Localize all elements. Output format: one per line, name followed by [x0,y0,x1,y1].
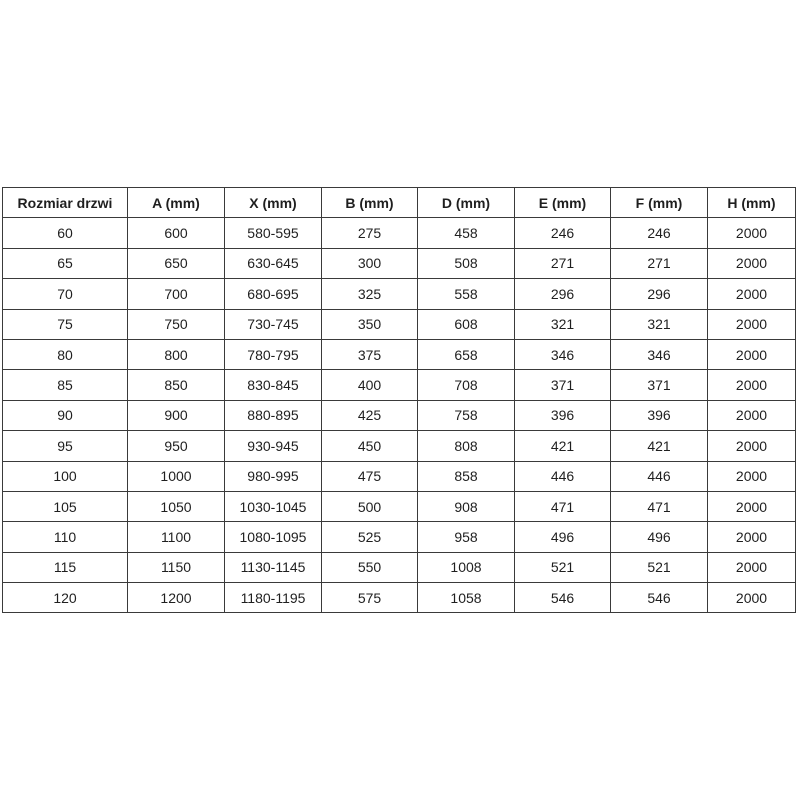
table-row [3,461,796,491]
column-header-4: D (mm) [418,188,515,218]
table-cell: 65 [3,248,128,278]
table-row [3,552,796,582]
table-cell: 658 [418,339,515,369]
table-cell: 500 [322,491,418,521]
table-cell: 1030-1045 [225,491,322,521]
table-cell: 2000 [708,339,796,369]
table-cell: 346 [515,339,611,369]
table-cell: 908 [418,491,515,521]
table-cell: 880-895 [225,400,322,430]
table-cell: 1058 [418,583,515,613]
table-cell: 115 [3,552,128,582]
table-cell: 296 [611,279,708,309]
table-cell: 346 [611,339,708,369]
table-cell: 300 [322,248,418,278]
table-cell: 475 [322,461,418,491]
table-row [3,583,796,613]
table-cell: 1180-1195 [225,583,322,613]
table-cell: 2000 [708,248,796,278]
table-cell: 496 [515,522,611,552]
table-cell: 90 [3,400,128,430]
table-cell: 80 [3,339,128,369]
table-cell: 708 [418,370,515,400]
table-row [3,400,796,430]
table-cell: 75 [3,309,128,339]
table-cell: 750 [128,309,225,339]
table-cell: 858 [418,461,515,491]
table-cell: 580-595 [225,218,322,248]
table-cell: 525 [322,522,418,552]
table-row [3,522,796,552]
table-cell: 2000 [708,218,796,248]
table-cell: 2000 [708,583,796,613]
table-cell: 546 [611,583,708,613]
table-row [3,218,796,248]
table-cell: 2000 [708,522,796,552]
table-cell: 808 [418,431,515,461]
table-cell: 325 [322,279,418,309]
table-cell: 100 [3,461,128,491]
table-cell: 850 [128,370,225,400]
table-cell: 120 [3,583,128,613]
door-dimensions-table [2,187,796,613]
table-cell: 700 [128,279,225,309]
table-cell: 246 [611,218,708,248]
table-cell: 546 [515,583,611,613]
table-cell: 980-995 [225,461,322,491]
table-cell: 2000 [708,491,796,521]
table-cell: 830-845 [225,370,322,400]
table-cell: 70 [3,279,128,309]
door-dimensions-table-container [2,187,795,613]
table-cell: 958 [418,522,515,552]
table-cell: 2000 [708,309,796,339]
table-cell: 321 [515,309,611,339]
column-header-5: E (mm) [515,188,611,218]
table-cell: 900 [128,400,225,430]
table-cell: 780-795 [225,339,322,369]
column-header-1: A (mm) [128,188,225,218]
table-row [3,279,796,309]
table-cell: 321 [611,309,708,339]
table-header-row [3,188,796,218]
column-header-3: B (mm) [322,188,418,218]
table-row [3,491,796,521]
table-cell: 458 [418,218,515,248]
table-cell: 110 [3,522,128,552]
table-cell: 1150 [128,552,225,582]
table-cell: 2000 [708,552,796,582]
table-cell: 471 [611,491,708,521]
table-cell: 1080-1095 [225,522,322,552]
table-cell: 296 [515,279,611,309]
table-row [3,248,796,278]
table-cell: 95 [3,431,128,461]
table-cell: 600 [128,218,225,248]
table-cell: 2000 [708,431,796,461]
table-cell: 271 [515,248,611,278]
table-cell: 371 [515,370,611,400]
table-cell: 271 [611,248,708,278]
table-cell: 930-945 [225,431,322,461]
table-cell: 450 [322,431,418,461]
table-cell: 350 [322,309,418,339]
table-cell: 1100 [128,522,225,552]
table-cell: 375 [322,339,418,369]
table-cell: 730-745 [225,309,322,339]
table-cell: 650 [128,248,225,278]
table-cell: 496 [611,522,708,552]
table-cell: 471 [515,491,611,521]
table-cell: 60 [3,218,128,248]
table-cell: 608 [418,309,515,339]
table-cell: 446 [611,461,708,491]
column-header-6: F (mm) [611,188,708,218]
table-cell: 550 [322,552,418,582]
table-cell: 421 [515,431,611,461]
table-cell: 680-695 [225,279,322,309]
table-cell: 950 [128,431,225,461]
table-cell: 1130-1145 [225,552,322,582]
table-cell: 2000 [708,461,796,491]
table-cell: 396 [611,400,708,430]
table-cell: 758 [418,400,515,430]
table-cell: 2000 [708,279,796,309]
table-cell: 1200 [128,583,225,613]
table-cell: 558 [418,279,515,309]
table-cell: 1050 [128,491,225,521]
table-row [3,431,796,461]
table-cell: 246 [515,218,611,248]
table-cell: 508 [418,248,515,278]
table-cell: 396 [515,400,611,430]
table-cell: 1000 [128,461,225,491]
table-cell: 1008 [418,552,515,582]
table-cell: 421 [611,431,708,461]
table-cell: 275 [322,218,418,248]
table-cell: 630-645 [225,248,322,278]
table-cell: 425 [322,400,418,430]
table-cell: 105 [3,491,128,521]
table-cell: 85 [3,370,128,400]
table-row [3,309,796,339]
column-header-0: Rozmiar drzwi [3,188,128,218]
column-header-7: H (mm) [708,188,796,218]
column-header-2: X (mm) [225,188,322,218]
table-cell: 446 [515,461,611,491]
table-row [3,370,796,400]
table-cell: 2000 [708,400,796,430]
table-cell: 521 [515,552,611,582]
table-cell: 2000 [708,370,796,400]
table-cell: 521 [611,552,708,582]
table-cell: 800 [128,339,225,369]
table-row [3,339,796,369]
table-cell: 371 [611,370,708,400]
table-cell: 575 [322,583,418,613]
table-cell: 400 [322,370,418,400]
